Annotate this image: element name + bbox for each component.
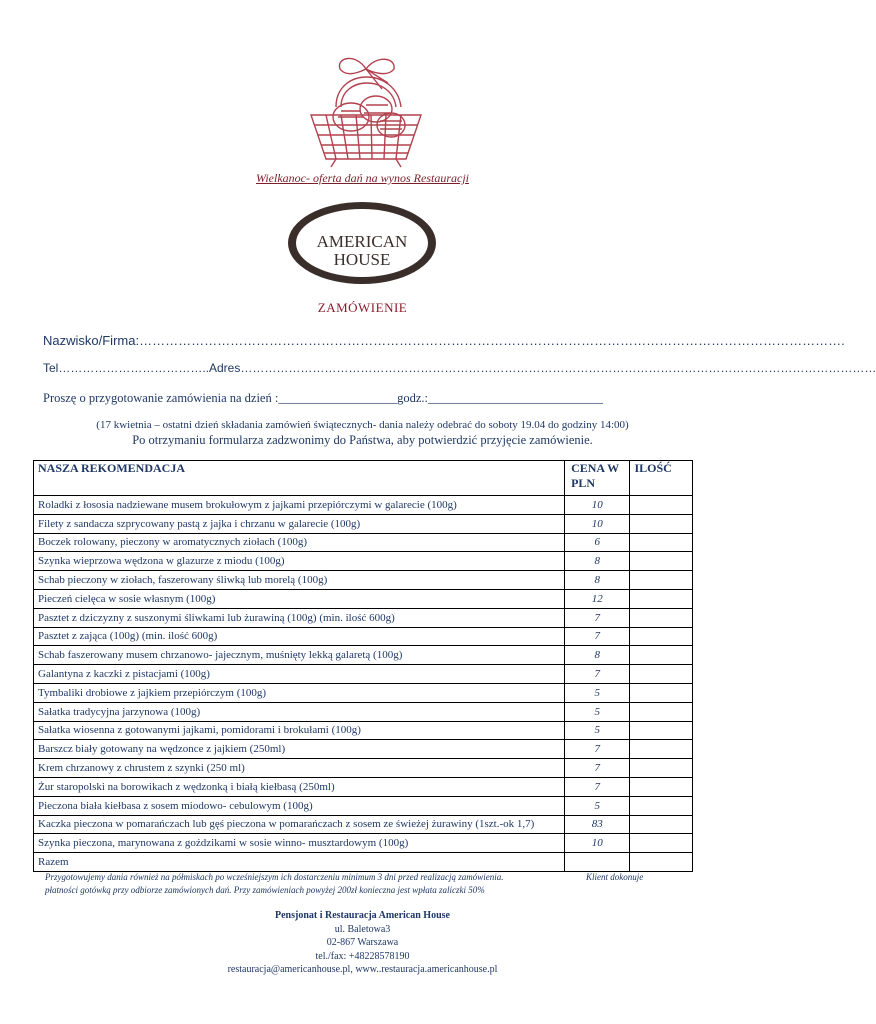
contact-street: ul. Baletowa3 — [334, 923, 391, 935]
dish-price: 10 — [565, 834, 630, 853]
quantity-cell[interactable] — [630, 683, 693, 702]
table-row — [34, 608, 693, 627]
dish-price: 5 — [565, 702, 630, 721]
easter-basket-icon — [296, 47, 436, 172]
dish-price: 5 — [565, 796, 630, 815]
table-row — [34, 665, 693, 684]
dish-name: Sałatka tradycyjna jarzynowa (100g) — [34, 702, 565, 721]
quantity-cell[interactable] — [630, 759, 693, 778]
table-row — [34, 683, 693, 702]
dish-name: Kaczka pieczona w pomarańczach lub gęś pieczona w pomarańczach z sosem ze świeżej żurawiny (1szt.-ok 1,7) — [34, 815, 565, 834]
dish-name: Pieczeń cielęca w sosie własnym (100g) — [34, 589, 565, 608]
total-quantity-cell[interactable] — [630, 853, 693, 872]
quantity-cell[interactable] — [630, 646, 693, 665]
dish-name: Barszcz biały gotowany na wędzonce z jajkiem (250ml) — [34, 740, 565, 759]
dish-name: Sałatka wiosenna z gotowanymi jajkami, pomidorami i brokułami (100g) — [34, 721, 565, 740]
dish-price: 83 — [565, 815, 630, 834]
dish-price: 6 — [565, 533, 630, 552]
dish-name: Filety z sandacza szprycowany pastą z jajka i chrzanu w galarecie (100g) — [34, 514, 565, 533]
quantity-cell[interactable] — [630, 496, 693, 515]
table-row — [34, 571, 693, 590]
dish-name: Szynka wieprzowa wędzona w glazurze z miodu (100g) — [34, 552, 565, 571]
total-label: Razem — [34, 853, 565, 872]
callback-note: Po otrzymaniu formularza zadzwonimy do Państwa, aby potwierdzić przyjęcie zamówienie. — [132, 433, 593, 447]
dish-price: 7 — [565, 759, 630, 778]
dish-name: Schab pieczony w ziołach, faszerowany śliwką lub morelą (100g) — [34, 571, 565, 590]
contact-web[interactable]: restauracja@americanhouse.pl, www..restauracja.americanhouse.pl — [227, 964, 498, 975]
dish-price: 5 — [565, 721, 630, 740]
table-row — [34, 552, 693, 571]
table-row — [34, 533, 693, 552]
table-row — [34, 740, 693, 759]
dish-price: 7 — [565, 608, 630, 627]
table-row — [34, 514, 693, 533]
dish-name: Schab faszerowany musem chrzanowo- jajecznym, muśnięty lekką galaretą (100g) — [34, 646, 565, 665]
dish-price: 8 — [565, 646, 630, 665]
footnote — [45, 871, 685, 896]
contact-city: 02-867 Warszawa — [326, 937, 399, 948]
order-table — [33, 460, 693, 872]
total-row — [34, 853, 693, 872]
quantity-cell[interactable] — [630, 740, 693, 759]
dish-name: Pieczona biała kiełbasa z sosem miodowo- cebulowym (100g) — [34, 796, 565, 815]
quantity-cell[interactable] — [630, 552, 693, 571]
dish-price: 7 — [565, 777, 630, 796]
order-heading: ZAMÓWIENIE — [317, 300, 408, 315]
quantity-cell[interactable] — [630, 777, 693, 796]
dish-price: 10 — [565, 514, 630, 533]
quantity-cell[interactable] — [630, 721, 693, 740]
quantity-cell[interactable] — [630, 796, 693, 815]
name-company-field[interactable]: Nazwisko/Firma:………………………………………………………………………………………………………………………………………………. — [43, 333, 845, 348]
table-row — [34, 627, 693, 646]
quantity-cell[interactable] — [630, 665, 693, 684]
american-house-logo — [286, 200, 438, 286]
quantity-cell[interactable] — [630, 514, 693, 533]
header-quantity: ILOŚĆ — [630, 461, 693, 496]
pickup-date-field[interactable]: Proszę o przygotowanie zamówienia na dzień :___________________godz.:____________________________ — [43, 391, 603, 405]
dish-name: Roladki z łososia nadziewane musem brokułowym z jajkami przepiórczymi w galarecie (100g) — [34, 496, 565, 515]
table-header-row — [34, 461, 693, 496]
dish-name: Krem chrzanowy z chrustem z szynki (250 ml) — [34, 759, 565, 778]
dish-name: Szynka pieczona, marynowana z goździkami w sosie winno- musztardowym (100g) — [34, 834, 565, 853]
table-row — [34, 702, 693, 721]
logo-line-2: HOUSE — [333, 250, 391, 269]
phone-address-field[interactable]: Tel………………………………..Adres…………………………………………………………………………………………………………………………………………… — [43, 361, 876, 375]
quantity-cell[interactable] — [630, 608, 693, 627]
dish-name: Żur staropolski na borowikach z wędzonką i białą kiełbasą (250ml) — [34, 777, 565, 796]
offer-subtitle: Wielkanoc- oferta dań na wynos Restauracji — [256, 171, 469, 185]
quantity-cell[interactable] — [630, 571, 693, 590]
quantity-cell[interactable] — [630, 702, 693, 721]
dish-name: Pasztet z zająca (100g) (min. ilość 600g) — [34, 627, 565, 646]
table-row — [34, 834, 693, 853]
footnote-line-2: płatności gotówką przy odbiorze zamówionych dań. Przy zamówieniach powyżej 200zł konieczna jest wpłata zaliczki 50% — [45, 884, 485, 895]
footnote-line-1: Przygotowujemy dania również na półmiskach po wcześniejszym ich dostarczeniu minimum 3 dni przed realizacją zamówienia. — [45, 872, 504, 882]
dish-price: 8 — [565, 571, 630, 590]
dish-price: 5 — [565, 683, 630, 702]
header-recommendation: NASZA REKOMENDACJA — [34, 461, 565, 496]
quantity-cell[interactable] — [630, 589, 693, 608]
table-row — [34, 721, 693, 740]
dish-price: 7 — [565, 627, 630, 646]
dish-name: Pasztet z dziczyzny z suszonymi śliwkami lub żurawiną (100g) (min. ilość 600g) — [34, 608, 565, 627]
logo-line-1: AMERICAN — [316, 232, 408, 251]
contact-phone: tel./fax: +48228578190 — [315, 950, 410, 962]
dish-name: Tymbaliki drobiowe z jajkiem przepiórczym (100g) — [34, 683, 565, 702]
table-row — [34, 496, 693, 515]
contact-name: Pensjonat i Restauracja American House — [275, 910, 450, 921]
table-row — [34, 759, 693, 778]
table-row — [34, 589, 693, 608]
quantity-cell[interactable] — [630, 834, 693, 853]
footnote-client: Klient dokonuje — [586, 872, 644, 882]
dish-price: 7 — [565, 740, 630, 759]
deadline-note: (17 kwietnia – ostatni dzień składania zamówień świątecznych- dania należy odebrać do soboty 19.04 do godziny 14:00) — [96, 419, 629, 431]
header-price: CENA W PLN — [565, 461, 630, 496]
dish-name: Boczek rolowany, pieczony w aromatycznych ziołach (100g) — [34, 533, 565, 552]
dish-price: 7 — [565, 665, 630, 684]
table-row — [34, 777, 693, 796]
table-row — [34, 815, 693, 834]
dish-price: 10 — [565, 496, 630, 515]
table-row — [34, 646, 693, 665]
quantity-cell[interactable] — [630, 815, 693, 834]
dish-name: Galantyna z kaczki z pistacjami (100g) — [34, 665, 565, 684]
quantity-cell[interactable] — [630, 627, 693, 646]
total-price-cell — [565, 853, 630, 872]
contact-block — [0, 909, 725, 977]
table-row — [34, 796, 693, 815]
dish-price: 12 — [565, 589, 630, 608]
quantity-cell[interactable] — [630, 533, 693, 552]
dish-price: 8 — [565, 552, 630, 571]
